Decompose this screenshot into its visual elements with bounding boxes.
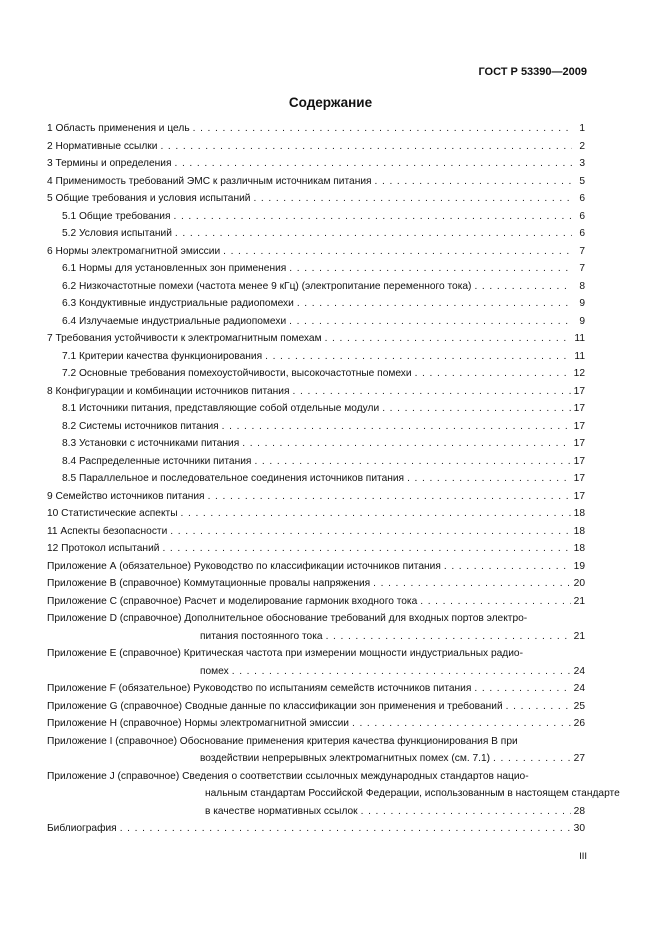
toc-entry-page: 8 [579, 280, 585, 292]
toc-entry[interactable] [47, 155, 585, 173]
leader-dots [193, 120, 572, 138]
toc-entry-page: 1 [579, 123, 585, 134]
leader-dots [222, 418, 571, 436]
toc-entry-page: 17 [573, 490, 585, 502]
leader-dots [160, 138, 572, 156]
leader-dots [181, 505, 571, 523]
toc-entry-page: 17 [573, 403, 585, 414]
toc-entry[interactable] [47, 470, 585, 488]
toc-entry-label: 7.2 Основные требования помехоустойчивости, высокочастотные помехи [62, 368, 412, 379]
toc-entry[interactable] [47, 120, 585, 138]
toc-entry[interactable] [47, 558, 585, 576]
leader-dots [375, 173, 572, 191]
leader-dots [208, 488, 571, 506]
toc-entry-label: Приложение F (обязательное) Руководство по испытаниям семейств источников питания [47, 683, 472, 694]
toc-entry-page: 17 [573, 420, 585, 432]
leader-dots [326, 628, 571, 646]
toc-entry-label-continuation: в качестве нормативных ссылок [205, 805, 358, 817]
toc-entry-page: 21 [573, 630, 585, 642]
toc-entry-page: 9 [579, 315, 585, 327]
toc-entry-page: 11 [574, 350, 585, 362]
toc-entry[interactable] [47, 505, 585, 523]
toc-entry-page: 18 [573, 508, 585, 519]
leader-dots [325, 330, 572, 348]
leader-dots [407, 470, 571, 488]
toc-entry-label: Приложение G (справочное) Сводные данные по классификации зон применения и требований [47, 700, 503, 712]
toc-entry-label: 10 Статистические аспекты [47, 508, 178, 519]
toc-entry[interactable] [47, 330, 585, 348]
toc-entry-page: 20 [573, 578, 585, 589]
toc-entry-label: 2 Нормативные ссылки [47, 140, 158, 152]
toc-entry[interactable] [47, 435, 585, 453]
document-id: ГОСТ Р 53390—2009 [478, 66, 587, 78]
toc-entry-label: 9 Семейство источников питания [47, 490, 205, 502]
toc-entry-label: Приложение H (справочное) Нормы электромагнитной эмиссии [47, 718, 349, 729]
toc-entry-page: 24 [573, 665, 585, 677]
toc-entry[interactable] [47, 698, 585, 716]
toc-entry-label: 8.5 Параллельное и последовательное соединения источников питания [62, 473, 405, 484]
toc-entry[interactable] [47, 383, 585, 401]
leader-dots [444, 558, 571, 576]
toc-entry-label: 8 Конфигурации и комбинации источников питания [47, 385, 290, 397]
toc-entry-label: Приложение В (справочное) Коммутационные провалы напряжения [47, 578, 371, 589]
toc-entry[interactable] [47, 418, 585, 436]
leader-dots [162, 540, 570, 558]
leader-dots [254, 453, 570, 471]
toc-entry[interactable] [47, 593, 585, 611]
toc-entry-label: Приложение J (справочное) Сведения о соответствии ссылочных международных стандартов нацио- [47, 770, 529, 782]
toc-entry-page: 21 [573, 595, 585, 607]
toc-entry-label-continuation: питания постоянного тока [200, 630, 323, 642]
toc-entry-page: 6 [579, 210, 585, 222]
leader-dots [289, 313, 572, 331]
toc-entry-label: Приложение С (справочное) Расчет и моделирование гармоник входного тока [47, 595, 418, 607]
leader-dots [174, 208, 572, 226]
leader-dots [373, 575, 570, 593]
toc-entry-label: 1 Область применения и цель [47, 123, 190, 134]
leader-dots [265, 348, 571, 366]
toc-entry-page: 25 [573, 700, 585, 712]
toc-entry-page: 17 [573, 385, 585, 397]
toc-entry-label: 8.1 Источники питания, представляющие собой отдельные модули [62, 403, 380, 414]
leader-dots [120, 820, 571, 838]
toc-entry-page: 6 [579, 193, 585, 204]
toc-entry-label: 5.1 Общие требования [62, 210, 171, 222]
toc-entry-page: 11 [574, 333, 585, 344]
leader-dots [361, 803, 571, 821]
toc-entry-label: 11 Аспекты безопасности [47, 525, 168, 537]
leader-dots [175, 225, 572, 243]
toc-entry[interactable] [47, 768, 620, 821]
toc-entry-label: 7.1 Критерии качества функционирования [62, 350, 263, 362]
toc-entry[interactable] [47, 820, 585, 838]
toc-entry-page: 30 [573, 823, 585, 834]
toc-entry-page: 26 [573, 718, 585, 729]
page-title: Содержание [288, 95, 373, 110]
toc-entry[interactable] [47, 365, 585, 383]
toc-entry-page: 7 [579, 245, 585, 257]
page-number: III [579, 851, 587, 862]
toc-entry-page: 28 [573, 805, 585, 817]
toc-entry-page: 7 [579, 263, 585, 274]
toc-entry-label-continuation: помех [200, 665, 229, 677]
toc-entry[interactable] [47, 190, 585, 208]
toc-entry-page: 17 [573, 438, 585, 449]
toc-entry[interactable] [47, 138, 585, 156]
toc-entry-page: 17 [573, 455, 585, 467]
leader-dots [170, 523, 570, 541]
toc-entry-label: 8.4 Распределенные источники питания [62, 455, 252, 467]
toc-entry[interactable] [47, 575, 585, 593]
toc-entry-page: 6 [579, 228, 585, 239]
toc-entry-label: 6.4 Излучаемые индустриальные радиопомехи [62, 315, 287, 327]
leader-dots [242, 435, 570, 453]
toc-entry[interactable] [47, 295, 585, 313]
toc-entry-page: 12 [573, 368, 585, 379]
toc-entry-label: 5 Общие требования и условия испытаний [47, 193, 251, 204]
toc-entry-label: Библиография [47, 823, 117, 834]
leader-dots [474, 278, 572, 296]
toc-entry-label-continuation: воздействии непрерывных электромагнитных помех (см. 7.1) [200, 753, 491, 764]
toc-entry[interactable] [47, 348, 585, 366]
toc-entry[interactable] [47, 488, 585, 506]
toc-entry-label: 8.2 Системы источников питания [62, 420, 219, 432]
toc-entry-page: 5 [579, 175, 585, 187]
leader-dots [232, 663, 571, 681]
toc-entry[interactable] [47, 313, 585, 331]
leader-dots [174, 155, 572, 173]
toc-entry[interactable] [47, 208, 585, 226]
toc-entry[interactable] [47, 453, 585, 471]
toc-entry-label: 6 Нормы электромагнитной эмиссии [47, 245, 221, 257]
leader-dots [293, 383, 571, 401]
toc-entry[interactable] [47, 540, 585, 558]
toc-entry-label: 3 Термины и определения [47, 158, 172, 169]
toc-entry-page: 2 [579, 140, 585, 152]
leader-dots [415, 365, 571, 383]
toc-entry-label: 6.3 Кондуктивные индустриальные радиопомехи [62, 298, 294, 309]
toc-entry-label: Приложение А (обязательное) Руководство по классификации источников питания [47, 560, 441, 572]
leader-dots [420, 593, 570, 611]
toc-entry[interactable] [47, 278, 585, 296]
toc-entry[interactable] [47, 260, 585, 278]
toc-entry[interactable] [47, 243, 585, 261]
table-of-contents [47, 120, 620, 838]
toc-entry-label-continuation: нальным стандартам Российской Федерации, использованным в настоящем стандарте [205, 788, 620, 799]
leader-dots [297, 295, 572, 313]
toc-entry-label: 8.3 Установки с источниками питания [62, 438, 240, 449]
leader-dots [493, 750, 571, 768]
toc-entry-page: 19 [573, 560, 585, 572]
toc-entry[interactable] [47, 733, 585, 768]
toc-entry[interactable] [47, 225, 585, 243]
toc-entry-label: 7 Требования устойчивости к электромагнитным помехам [47, 333, 322, 344]
toc-entry-label: 12 Протокол испытаний [47, 543, 160, 554]
toc-entry-page: 24 [573, 683, 585, 694]
toc-entry-label: 4 Применимость требований ЭМС к различным источникам питания [47, 175, 372, 187]
leader-dots [506, 698, 571, 716]
toc-entry[interactable] [47, 400, 585, 418]
toc-entry-page: 9 [579, 298, 585, 309]
toc-entry-label: Приложение D (справочное) Дополнительное обоснование требований для входных портов электро- [47, 613, 528, 624]
toc-entry[interactable] [47, 610, 585, 645]
toc-entry[interactable] [47, 645, 585, 680]
toc-entry-label: Приложение I (справочное) Обоснование применения критерия качества функционирования В при [47, 735, 518, 747]
leader-dots [223, 243, 572, 261]
leader-dots [352, 715, 571, 733]
toc-entry[interactable] [47, 523, 585, 541]
leader-dots [289, 260, 572, 278]
leader-dots [382, 400, 570, 418]
leader-dots [253, 190, 572, 208]
toc-entry-page: 17 [573, 473, 585, 484]
toc-entry[interactable] [47, 715, 585, 733]
toc-entry-label: Приложение Е (справочное) Критическая частота при измерении мощности индустриальных радио- [47, 648, 523, 659]
toc-entry[interactable] [47, 680, 585, 698]
toc-entry-label: 6.2 Низкочастотные помехи (частота менее 9 кГц) (электропитание переменного тока) [62, 280, 472, 292]
toc-entry-page: 18 [573, 525, 585, 537]
toc-entry[interactable] [47, 173, 585, 191]
toc-entry-page: 18 [573, 543, 585, 554]
toc-entry-label: 6.1 Нормы для установленных зон применения [62, 263, 287, 274]
leader-dots [474, 680, 570, 698]
toc-entry-page: 27 [573, 753, 585, 764]
toc-entry-page: 3 [579, 158, 585, 169]
toc-entry-label: 5.2 Условия испытаний [62, 228, 172, 239]
